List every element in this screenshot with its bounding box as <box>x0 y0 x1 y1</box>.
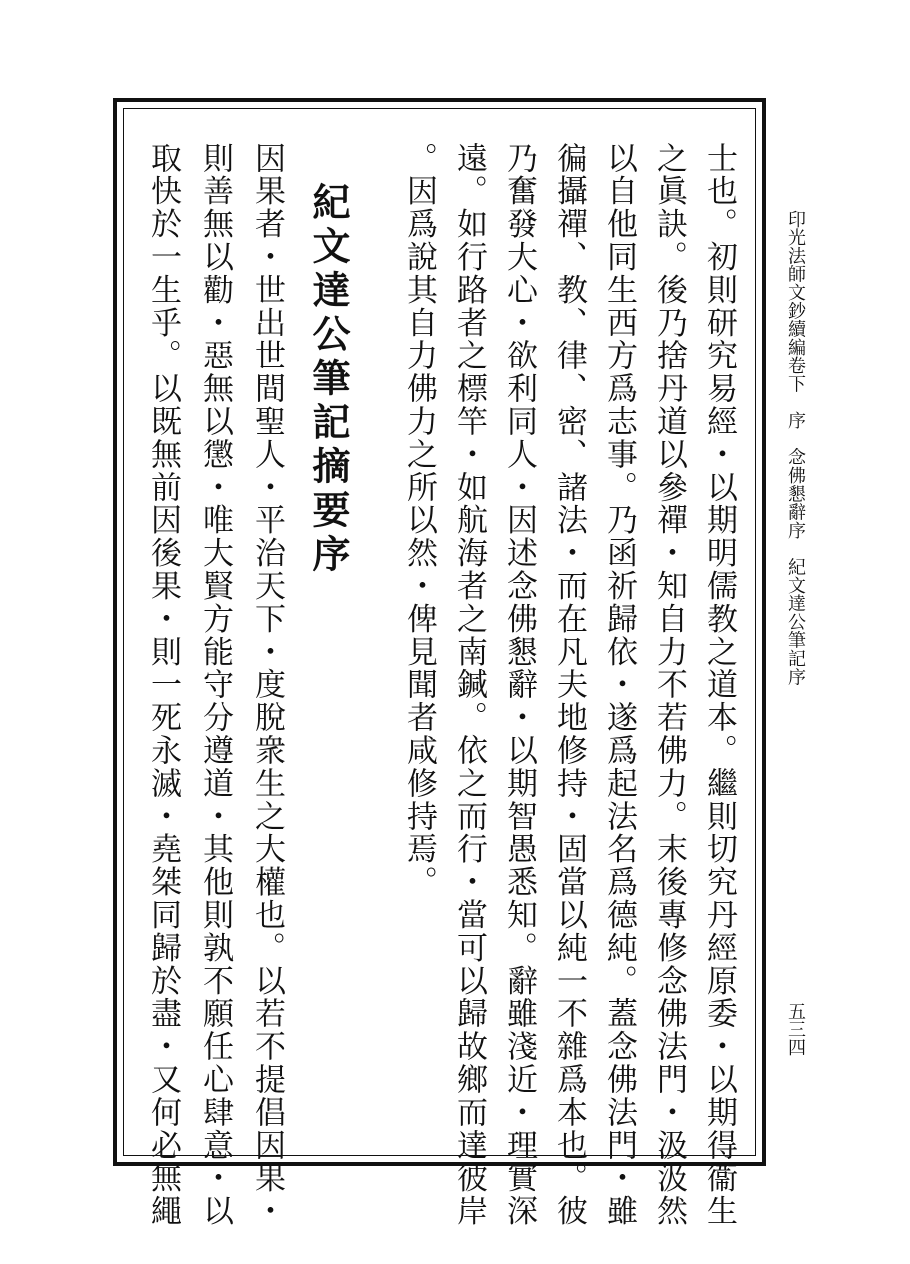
running-head: 印光法師文鈔續編卷下 序 念佛懇辭序 紀文達公筆記序 <box>785 210 806 686</box>
page-number: 五三四 <box>785 1002 806 1056</box>
text-column: 因果者・世出世間聖人・平治天下・度脫衆生之大權也。以若不提倡因果・ <box>249 142 285 1228</box>
text-column: 之眞訣。後乃捨丹道以參禪・知自力不若佛力。末後專修念佛法門・汲汲然 <box>651 142 687 1228</box>
text-column: 徧攝禪、教、律、密、諸法・而在凡夫地修持・固當以純一不雜爲本也。彼 <box>551 142 587 1228</box>
text-column: 則善無以勸・惡無以懲・唯大賢方能守分遵道・其他則孰不願任心肆意・以 <box>197 142 233 1228</box>
text-column: 遠。如行路者之標竿・如航海者之南鍼。依之而行・當可以歸故鄉而達彼岸 <box>451 142 487 1228</box>
text-column: 乃奮發大心・欲利同人・因述念佛懇辭・以期智愚悉知。辭雖淺近・理實深 <box>501 142 537 1228</box>
text-column: 以自他同生西方爲志事。乃函祈歸依・遂爲起法名爲德純。蓋念佛法門・雖 <box>601 142 637 1228</box>
section-title: 紀文達公筆記摘要序 <box>306 182 351 578</box>
text-column: 。因爲說其自力佛力之所以然・俾見聞者咸修持焉。 <box>401 142 437 899</box>
text-column: 士也。初則研究易經・以期明儒教之道本。繼則切究丹經原委・以期得衞生 <box>701 142 737 1228</box>
text-column: 取快於一生乎。以既無前因後果・則一死永滅・堯桀同歸於盡・又何必無繩 <box>145 142 181 1228</box>
